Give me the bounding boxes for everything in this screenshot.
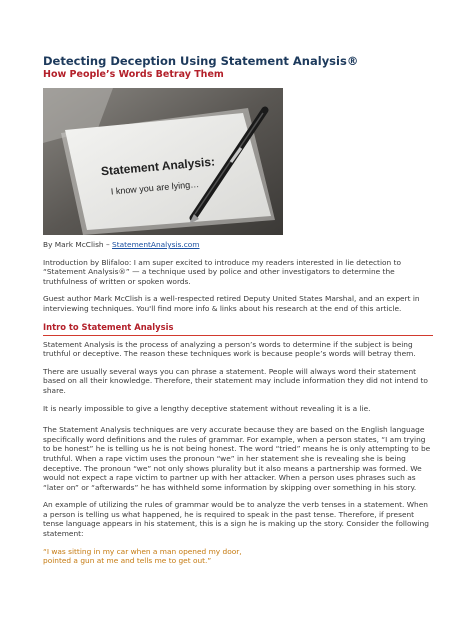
- body-paragraph: An example of utilizing the rules of grammar would be to analyze the verb tenses in a statement. When a person is telling us what happened, he is required to speak in the past tense. Therefore, if present tense language appears in his statement, this is a sign he is making up the story. Consider the following statement:: [43, 500, 429, 539]
- hero-card-line1: Statement Analysis:: [100, 154, 216, 179]
- byline: [43, 240, 433, 250]
- article-title: Detecting Deception Using Statement Analysis®: [43, 54, 359, 68]
- quote-line: “I was sitting in my car when a man opened my door,: [43, 546, 242, 556]
- hero-photo: [43, 88, 283, 235]
- article-subtitle: How People’s Words Betray Them: [43, 69, 224, 80]
- hero-image: [43, 88, 283, 235]
- article: [43, 54, 433, 566]
- body-paragraph: It is nearly impossible to give a lengthy deceptive statement without revealing it is a lie.: [43, 403, 371, 413]
- author-paragraph: Guest author Mark McClish is a well-respected retired Deputy United States Marshal, and an expert in interviewing techniques. You'll find more info & links about his research at the end of this article.: [43, 294, 420, 313]
- byline-prefix: By Mark McClish –: [43, 240, 113, 249]
- section-heading: Intro to Statement Analysis: [43, 322, 433, 336]
- body-paragraph: The Statement Analysis techniques are very accurate because they are based on the English language specifically word definitions and the rules of grammar. For example, when a person states, “I am trying to be honest” he is telling us he is not being honest. The word “tried” means he is only attempting to be truthful. When a rape victim uses the pronoun “we” in her statement she is revealing she is being deceptive. The pronoun “we” not only shows plurality but it also means a partnership was formed. We would not expect a rape victim to partner up with her attacker. When a person uses phrases such as “later on” or “afterwards” he has withheld some information by skipping over something in his story.: [43, 425, 431, 492]
- byline-link[interactable]: StatementAnalysis.com: [112, 240, 200, 249]
- intro-paragraph: Introduction by Blifaloo: I am super excited to introduce my readers interested in lie detection to “Statement Analysis®” — a technique used by police and other investigators to determine the truthfulness of written or spoken words.: [43, 257, 401, 286]
- body-paragraph: There are usually several ways you can phrase a statement. People will always word their statement based on all their knowledge. Therefore, their statement may include information they did not intend to share.: [43, 366, 428, 395]
- hero-card-line2: I know you are lying…: [110, 178, 200, 197]
- body-paragraph: Statement Analysis is the process of analyzing a person’s words to determine if the subject is being truthful or deceptive. The reason these techniques work is because people’s words will betray them.: [43, 339, 416, 359]
- quote-line: pointed a gun at me and tells me to get out.”: [43, 556, 212, 566]
